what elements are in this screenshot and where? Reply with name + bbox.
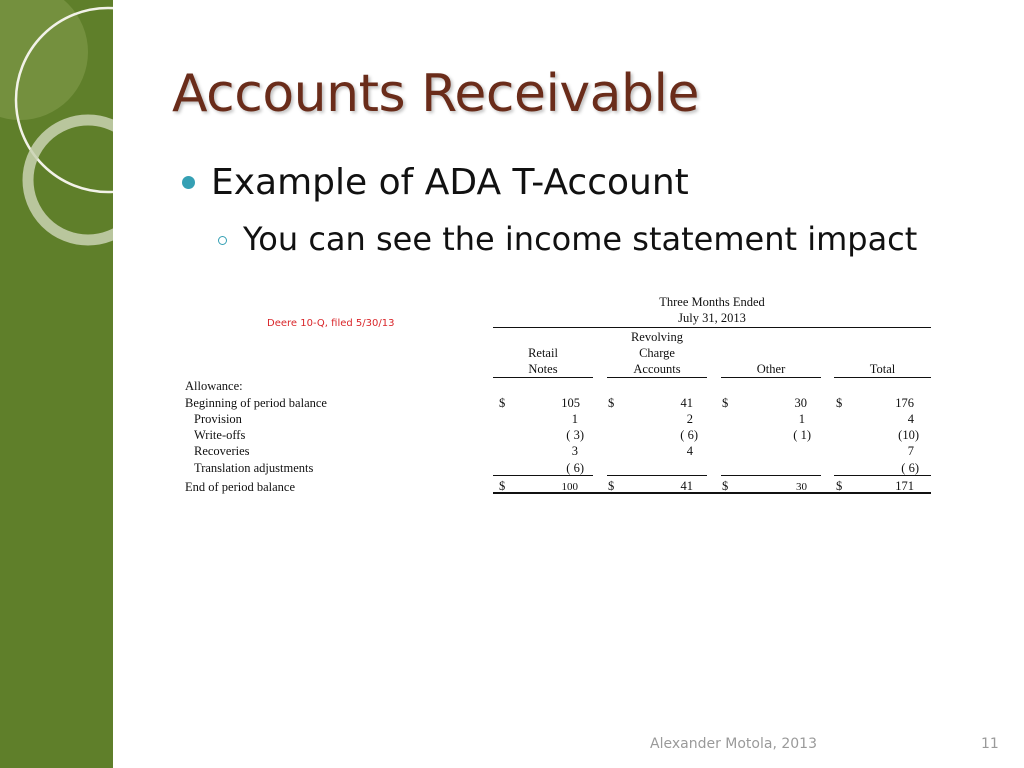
- col-rule: [834, 377, 931, 378]
- sub-bullet-text: You can see the income statement impact: [243, 220, 918, 258]
- col-retail-2: Notes: [528, 362, 558, 376]
- cell-retail: 105: [561, 396, 580, 410]
- currency-sign: $: [608, 396, 615, 410]
- bullet-item: [182, 162, 689, 203]
- subtotal-rule: [607, 475, 707, 476]
- cell-revolving: 2: [686, 412, 693, 426]
- col-revolving-2: Charge: [639, 346, 675, 360]
- subtotal-rule: [493, 475, 593, 476]
- col-revolving-1: Revolving: [630, 330, 684, 344]
- bullet-dot-icon: [182, 176, 195, 189]
- col-revolving-3: Accounts: [633, 362, 681, 376]
- col-total: Total: [869, 362, 896, 376]
- period-header-line1: Three Months Ended: [659, 295, 765, 309]
- double-total-rule: [493, 492, 931, 494]
- row-label: End of period balance: [185, 480, 296, 494]
- sub-bullet-item: [218, 220, 917, 258]
- decorative-sidebar: [0, 0, 113, 768]
- row-label: Provision: [194, 412, 242, 426]
- currency-sign: $: [722, 396, 729, 410]
- cell-other: 30: [794, 396, 807, 410]
- currency-sign: $: [499, 396, 506, 410]
- cell-total: ( 6): [901, 461, 919, 475]
- cell-retail: 3: [571, 444, 578, 458]
- cell-total: 176: [895, 396, 914, 410]
- row-label: Write-offs: [194, 428, 246, 442]
- currency-sign: $: [499, 479, 506, 493]
- page-number: 11: [981, 736, 999, 752]
- cell-retail: ( 3): [566, 428, 584, 442]
- col-other: Other: [756, 362, 786, 376]
- cell-total: 7: [907, 444, 914, 458]
- cell-retail: ( 6): [566, 461, 584, 475]
- col-retail-1: Retail: [528, 346, 558, 360]
- currency-sign: $: [836, 479, 843, 493]
- period-header-line2: July 31, 2013: [678, 311, 746, 325]
- section-label: Allowance:: [185, 379, 243, 393]
- cell-total: (10): [898, 428, 919, 442]
- cell-revolving: ( 6): [680, 428, 698, 442]
- header-rule: [493, 327, 931, 328]
- slide-title: Accounts Receivable: [172, 64, 699, 124]
- cell-revolving: 41: [680, 396, 693, 410]
- cell-total: 4: [907, 412, 914, 426]
- currency-sign: $: [836, 396, 843, 410]
- row-label: Beginning of period balance: [185, 396, 327, 410]
- subtotal-rule: [721, 475, 821, 476]
- subtotal-rule: [834, 475, 931, 476]
- bullet-ring-icon: [218, 236, 227, 245]
- currency-sign: $: [608, 479, 615, 493]
- cell-revolving: 41: [680, 479, 693, 493]
- col-rule: [721, 377, 821, 378]
- bullet-text: Example of ADA T-Account: [211, 162, 689, 203]
- row-label: Recoveries: [194, 444, 250, 458]
- col-rule: [607, 377, 707, 378]
- row-label: Translation adjustments: [194, 461, 314, 475]
- cell-other: 30: [796, 481, 807, 493]
- cell-retail: 1: [571, 412, 578, 426]
- source-link[interactable]: Deere 10-Q, filed 5/30/13: [267, 318, 395, 329]
- decorative-circles: [0, 0, 113, 768]
- cell-total: 171: [895, 479, 914, 493]
- col-rule: [493, 377, 593, 378]
- cell-other: ( 1): [793, 428, 811, 442]
- cell-revolving: 4: [686, 444, 693, 458]
- cell-other: 1: [798, 412, 805, 426]
- footer-author: Alexander Motola, 2013: [650, 736, 817, 752]
- currency-sign: $: [722, 479, 729, 493]
- cell-retail: 100: [561, 481, 578, 493]
